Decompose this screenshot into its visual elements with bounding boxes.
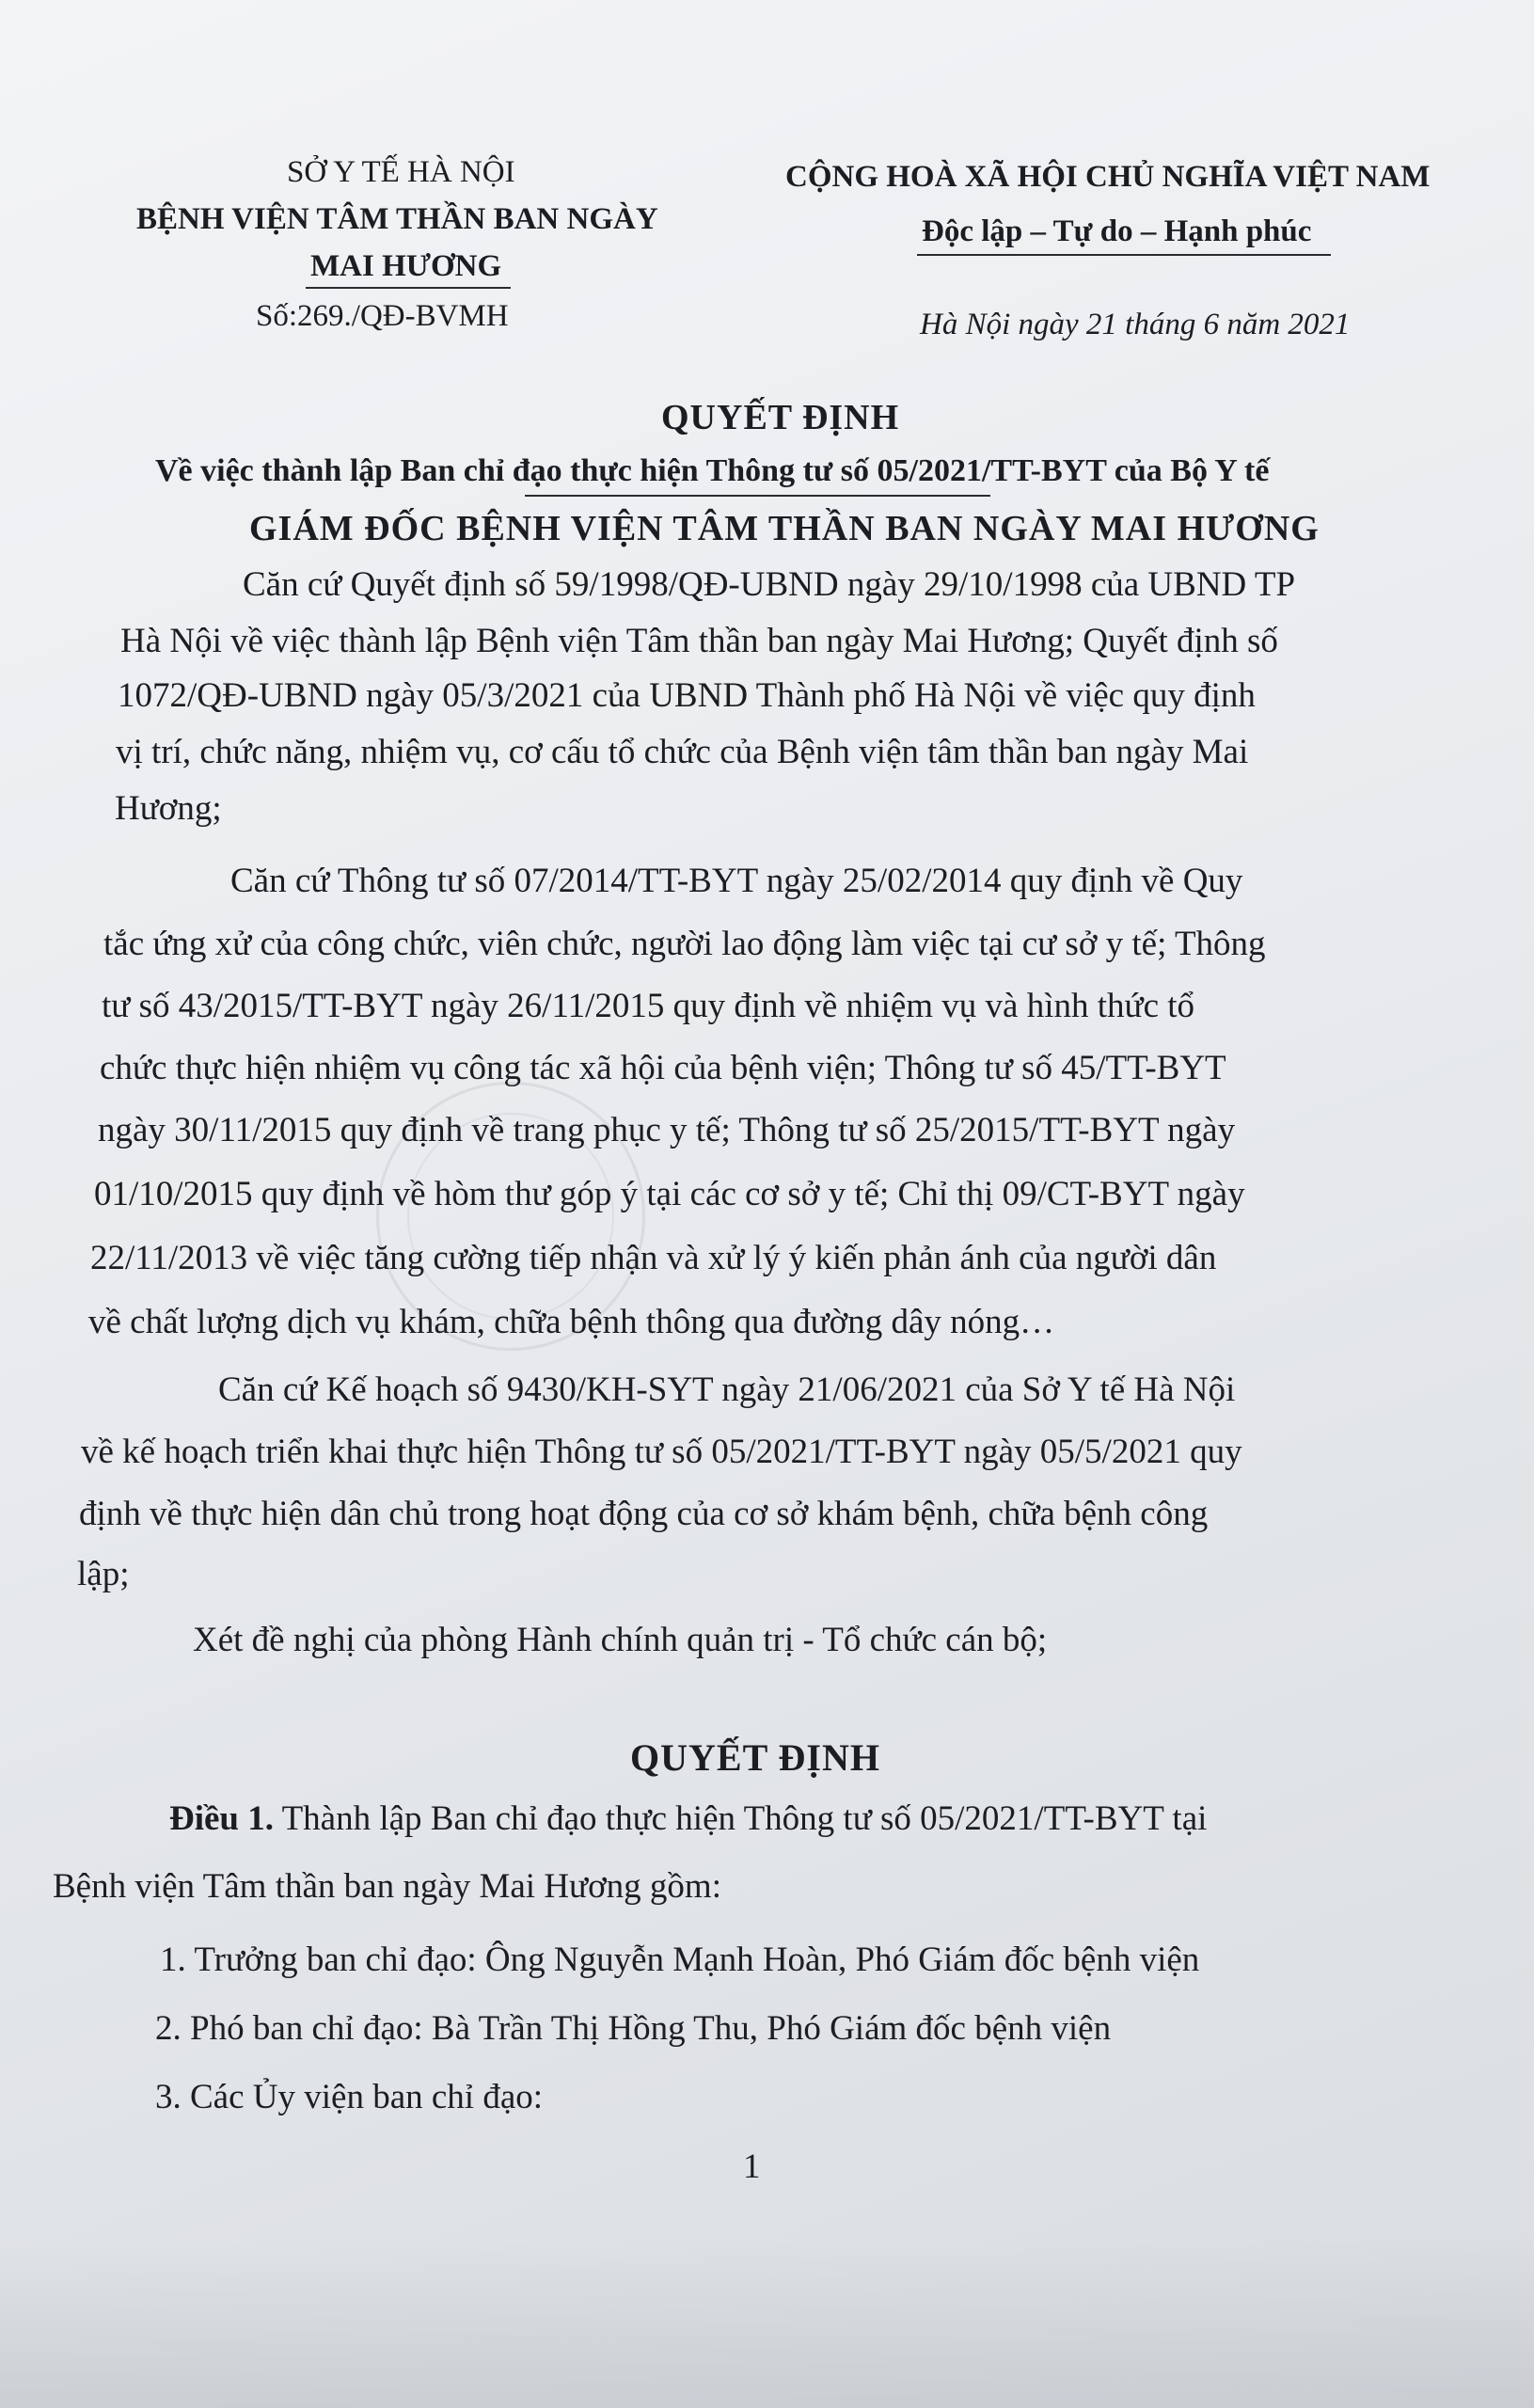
- para2-line: 22/11/2013 về việc tăng cường tiếp nhận và xử lý ý kiến phản ánh của người dân: [90, 1239, 1217, 1277]
- para2-line: về chất lượng dịch vụ khám, chữa bệnh thông qua đường dây nóng…: [88, 1303, 1055, 1341]
- motto-underline: [917, 254, 1331, 256]
- para1-line: 1072/QĐ-UBND ngày 05/3/2021 của UBND Thành phố Hà Nội về việc quy định: [118, 676, 1256, 715]
- article1-label: Điều 1.: [169, 1799, 274, 1838]
- decision-title-2: QUYẾT ĐỊNH: [630, 1736, 880, 1779]
- para2-line: 01/10/2015 quy định về hòm thư góp ý tại các cơ sở y tế; Chỉ thị 09/CT-BYT ngày: [94, 1175, 1245, 1213]
- nation-name: CỘNG HOÀ XÃ HỘI CHỦ NGHĨA VIỆT NAM: [785, 160, 1431, 194]
- decision-subtitle: Về việc thành lập Ban chỉ đạo thực hiện Thông tư số 05/2021/TT-BYT của Bộ Y tế: [155, 453, 1270, 488]
- para2-line: ngày 30/11/2015 quy định về trang phục y tế; Thông tư số 25/2015/TT-BYT ngày: [98, 1111, 1236, 1149]
- para2-line: Căn cứ Thông tư số 07/2014/TT-BYT ngày 25/02/2014 quy định về Quy: [230, 862, 1243, 900]
- para3-line: lập;: [77, 1555, 130, 1593]
- para1-line: Hà Nội về việc thành lập Bệnh viện Tâm thần ban ngày Mai Hương; Quyết định số: [120, 622, 1278, 660]
- hospital-name-line2: MAI HƯƠNG: [310, 249, 502, 283]
- article1-line1: [169, 1798, 1207, 1839]
- para2-line: tư số 43/2015/TT-BYT ngày 26/11/2015 quy định về nhiệm vụ và hình thức tổ: [102, 987, 1195, 1025]
- para4-line: Xét đề nghị của phòng Hành chính quản trị - Tổ chức cán bộ;: [193, 1621, 1048, 1659]
- article1-text1: Thành lập Ban chỉ đạo thực hiện Thông tư số 05/2021/TT-BYT tại: [274, 1799, 1208, 1838]
- issuing-authority: GIÁM ĐỐC BỆNH VIỆN TÂM THẦN BAN NGÀY MAI HƯƠNG: [249, 509, 1320, 548]
- department-name: SỞ Y TẾ HÀ NỘI: [287, 155, 515, 189]
- para3-line: Căn cứ Kế hoạch số 9430/KH-SYT ngày 21/06/2021 của Sở Y tế Hà Nội: [218, 1370, 1236, 1409]
- para1-line: vị trí, chức năng, nhiệm vụ, cơ cấu tổ chức của Bệnh viện tâm thần ban ngày Mai: [116, 733, 1249, 771]
- decision-title: QUYẾT ĐỊNH: [661, 398, 900, 437]
- document-number: Số:269./QĐ-BVMH: [256, 299, 509, 333]
- article1-line2: Bệnh viện Tâm thần ban ngày Mai Hương gồm:: [53, 1867, 721, 1906]
- hospital-name-line1: BỆNH VIỆN TÂM THẦN BAN NGÀY: [136, 202, 658, 236]
- para3-line: về kế hoạch triển khai thực hiện Thông tư số 05/2021/TT-BYT ngày 05/5/2021 quy: [81, 1433, 1242, 1471]
- list-item: 1. Trưởng ban chỉ đạo: Ông Nguyễn Mạnh Hoàn, Phó Giám đốc bệnh viện: [160, 1941, 1200, 1979]
- page-number: 1: [743, 2147, 761, 2186]
- list-item: 2. Phó ban chỉ đạo: Bà Trần Thị Hồng Thu, Phó Giám đốc bệnh viện: [155, 2009, 1112, 2048]
- header-left-underline: [306, 287, 511, 289]
- national-motto: Độc lập – Tự do – Hạnh phúc: [922, 214, 1312, 248]
- list-item: 3. Các Ủy viện ban chỉ đạo:: [155, 2078, 544, 2116]
- para2-line: chức thực hiện nhiệm vụ công tác xã hội của bệnh viện; Thông tư số 45/TT-BYT: [100, 1049, 1226, 1087]
- page-bottom-shadow: [0, 2239, 1534, 2408]
- para1-line: Hương;: [115, 789, 222, 828]
- para2-line: tắc ứng xử của công chức, viên chức, người lao động làm việc tại cư sở y tế; Thông: [103, 925, 1266, 963]
- para3-line: định về thực hiện dân chủ trong hoạt động của cơ sở khám bệnh, chữa bệnh công: [79, 1495, 1209, 1533]
- issue-date: Hà Nội ngày 21 tháng 6 năm 2021: [920, 308, 1351, 341]
- para1-line: Căn cứ Quyết định số 59/1998/QĐ-UBND ngày 29/10/1998 của UBND TP: [243, 565, 1296, 604]
- subtitle-underline: [525, 495, 990, 497]
